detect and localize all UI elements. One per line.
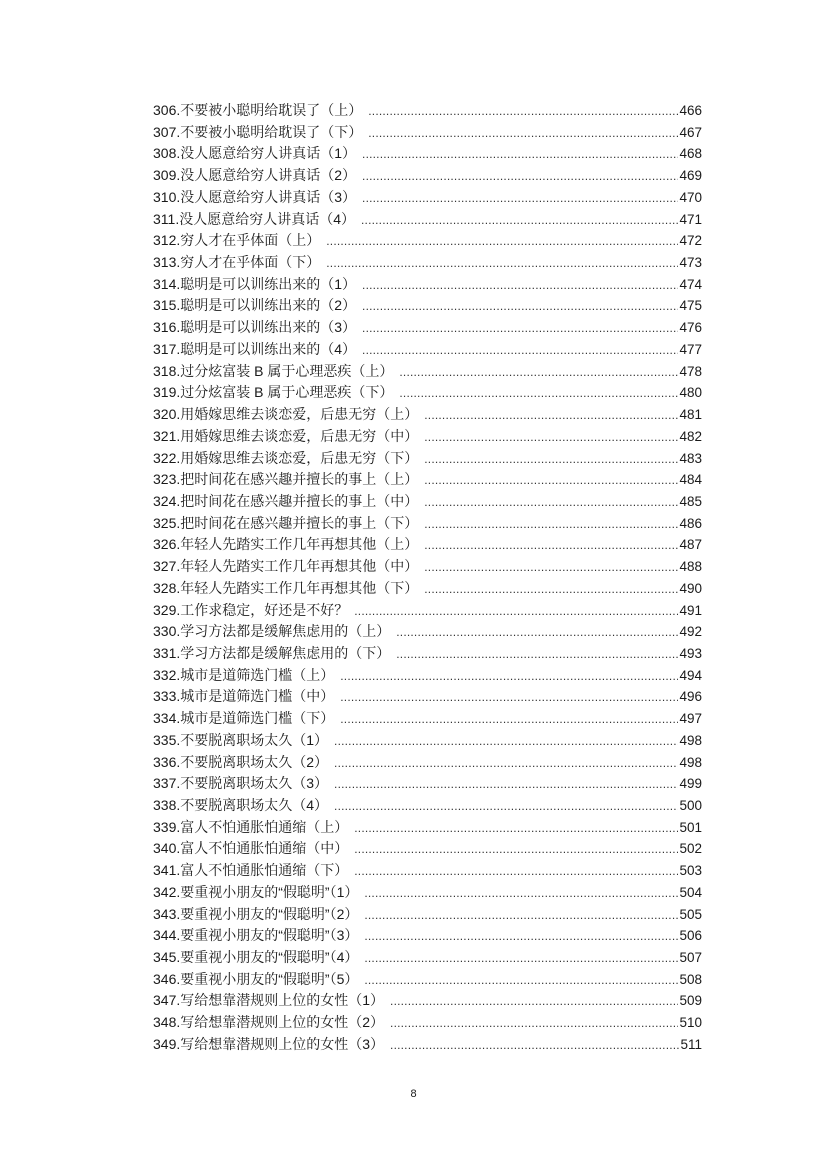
toc-entry[interactable] [153,1034,702,1056]
dot-leader [399,383,678,405]
toc-entry[interactable] [153,773,702,795]
toc-entry-page: 511 [680,1036,702,1052]
toc-entry[interactable] [153,534,702,556]
dot-leader [399,362,678,384]
dot-leader [424,514,678,536]
toc-entry-title: 329.工作求稳定，好还是不好？ [153,601,349,618]
toc-entry[interactable] [153,404,702,426]
toc-entry-page: 476 [679,320,702,336]
toc-entry-title: 316.聪明是可以训练出来的（3） [153,319,357,336]
toc-entry-page: 499 [679,776,702,792]
dot-leader [424,535,678,557]
toc-entry[interactable] [153,187,702,209]
toc-entry-title: 346.要重视小朋友的“假聪明”（5） [153,970,359,987]
toc-entry[interactable] [153,904,702,926]
dot-leader [368,123,678,145]
toc-entry-title: 335.不要脱离职场太久（1） [153,731,329,748]
toc-entry[interactable] [153,752,702,774]
dot-leader [424,405,678,427]
toc-entry-title: 328.年轻人先踏实工作几年再想其他（下） [153,579,419,596]
toc-entry-page: 471 [679,211,702,227]
toc-entry-title: 315.聪明是可以训练出来的（2） [153,297,357,314]
toc-entry[interactable] [153,165,702,187]
toc-entry-title: 340.富人不怕通胀怕通缩（中） [153,840,349,857]
toc-entry[interactable] [153,838,702,860]
toc-entry-page: 508 [679,971,702,987]
toc-entry[interactable] [153,230,702,252]
toc-entry-page: 485 [679,493,702,509]
toc-entry-page: 472 [679,233,702,249]
dot-leader [396,644,678,666]
toc-entry-page: 498 [679,754,702,770]
dot-leader [390,1035,679,1057]
toc-entry[interactable] [153,556,702,578]
toc-entry[interactable] [153,209,702,231]
toc-entry-page: 480 [679,385,702,401]
dot-leader [424,557,678,579]
toc-entry-title: 321.用婚嫁思维去谈恋爱，后患无穷（中） [153,427,419,444]
toc-entry-title: 325.把时间花在感兴趣并擅长的事上（下） [153,514,419,531]
toc-entry-page: 492 [679,624,702,640]
toc-entry-title: 320.用婚嫁思维去谈恋爱，后患无穷（上） [153,406,419,423]
toc-entry-page: 493 [679,645,702,661]
dot-leader [364,970,678,992]
toc-entry-title: 310.没人愿意给穷人讲真话（3） [153,188,357,205]
toc-entry[interactable] [153,947,702,969]
toc-entry[interactable] [153,925,702,947]
toc-entry-title: 324.把时间花在感兴趣并擅长的事上（中） [153,492,419,509]
toc-entry[interactable] [153,600,702,622]
toc-entry-title: 323.把时间花在感兴趣并擅长的事上（上） [153,471,419,488]
dot-leader [340,666,678,688]
toc-entry[interactable] [153,469,702,491]
toc-entry-page: 474 [679,276,702,292]
toc-entry-page: 477 [679,341,702,357]
dot-leader [390,1013,678,1035]
dot-leader [354,601,678,623]
dot-leader [326,253,678,275]
toc-entry-title: 337.不要脱离职场太久（3） [153,775,329,792]
toc-entry-page: 469 [679,168,702,184]
dot-leader [334,731,678,753]
dot-leader [334,774,678,796]
toc-entry[interactable] [153,252,702,274]
toc-entry-page: 503 [679,863,702,879]
dot-leader [334,753,678,775]
toc-entry-title: 314.聪明是可以训练出来的（1） [153,275,357,292]
toc-entry-page: 488 [679,559,702,575]
toc-entry-title: 318.过分炫富装 B 属于心理恶疾（上） [153,362,394,379]
table-of-contents [153,100,702,1056]
toc-entry[interactable] [153,730,702,752]
toc-entry-page: 506 [679,928,702,944]
dot-leader [424,449,678,471]
dot-leader [340,709,678,731]
dot-leader [362,340,678,362]
page-number: 8 [410,1088,417,1100]
dot-leader [390,991,678,1013]
toc-entry-title: 306.不要被小聪明给耽误了（上） [153,102,363,118]
dot-leader [326,231,678,253]
toc-entry-page: 467 [679,124,702,140]
toc-entry[interactable] [153,643,702,665]
toc-entry-page: 487 [679,537,702,553]
toc-entry[interactable] [153,361,702,383]
toc-entry[interactable] [153,317,702,339]
toc-entry-page: 478 [679,363,702,379]
toc-entry-page: 486 [679,515,702,531]
toc-entry-title: 339.富人不怕通胀怕通缩（上） [153,818,349,835]
dot-leader [334,796,678,818]
toc-entry[interactable] [153,665,702,687]
toc-entry[interactable] [153,513,702,535]
toc-entry[interactable] [153,274,702,296]
toc-entry-page: 470 [679,189,702,205]
toc-entry-title: 331.学习方法都是缓解焦虑用的（下） [153,644,391,661]
toc-entry-page: 490 [679,580,702,596]
toc-entry[interactable] [153,686,702,708]
dot-leader [354,839,678,861]
dot-leader [354,818,678,840]
dot-leader [364,883,678,905]
toc-entry-page: 507 [679,950,702,966]
toc-entry-page: 496 [679,689,702,705]
dot-leader [424,427,678,449]
toc-entry-title: 332.城市是道筛选门槛（上） [153,666,335,683]
toc-entry[interactable] [153,795,702,817]
toc-entry-title: 308.没人愿意给穷人讲真话（1） [153,145,357,162]
dot-leader [368,101,678,123]
toc-entry-title: 307.不要被小聪明给耽误了（下） [153,123,363,140]
toc-entry-page: 466 [679,103,702,118]
toc-entry-title: 349.写给想靠潜规则上位的女性（3） [153,1035,385,1052]
toc-entry-page: 483 [679,450,702,466]
toc-entry-page: 505 [679,906,702,922]
dot-leader [362,318,678,340]
toc-entry[interactable] [153,491,702,513]
toc-entry[interactable] [153,578,702,600]
toc-entry-page: 502 [679,841,702,857]
toc-entry-page: 468 [679,146,702,162]
dot-leader [340,687,678,709]
toc-entry-page: 473 [679,255,702,271]
toc-entry[interactable] [153,295,702,317]
toc-entry-page: 491 [679,602,702,618]
toc-entry[interactable] [153,448,702,470]
toc-entry-title: 313.穷人才在乎体面（下） [153,254,321,271]
toc-entry-page: 475 [679,298,702,314]
toc-entry[interactable] [153,339,702,361]
toc-entry-title: 345.要重视小朋友的“假聪明”（4） [153,949,359,966]
toc-entry-title: 330.学习方法都是缓解焦虑用的（上） [153,623,391,640]
dot-leader [424,470,678,492]
toc-entry[interactable] [153,122,702,144]
toc-entry-title: 312.穷人才在乎体面（上） [153,232,321,249]
toc-entry-title: 348.写给想靠潜规则上位的女性（2） [153,1014,385,1031]
dot-leader [361,210,678,232]
dot-leader [362,275,678,297]
toc-entry[interactable] [153,882,702,904]
toc-entry-title: 347.写给想靠潜规则上位的女性（1） [153,992,385,1009]
toc-entry-title: 319.过分炫富装 B 属于心理恶疾（下） [153,384,394,401]
toc-entry-title: 317.聪明是可以训练出来的（4） [153,340,357,357]
toc-entry[interactable] [153,860,702,882]
toc-entry-title: 344.要重视小朋友的“假聪明”（3） [153,927,359,944]
toc-entry-page: 500 [679,798,702,813]
toc-entry[interactable] [153,143,702,165]
toc-entry-title: 338.不要脱离职场太久（4） [153,797,329,813]
toc-entry-page: 501 [679,819,702,835]
toc-entry-page: 481 [679,407,702,423]
dot-leader [364,948,678,970]
dot-leader [362,296,678,318]
toc-entry[interactable] [153,817,702,839]
toc-entry-page: 510 [679,1015,702,1031]
toc-entry[interactable] [153,621,702,643]
toc-entry-title: 326.年轻人先踏实工作几年再想其他（上） [153,536,419,553]
toc-entry-title: 341.富人不怕通胀怕通缩（下） [153,862,349,879]
toc-entry-page: 497 [679,711,702,727]
dot-leader [364,926,678,948]
dot-leader [424,579,678,601]
toc-entry-title: 327.年轻人先踏实工作几年再想其他（中） [153,558,419,575]
toc-entry[interactable] [153,426,702,448]
toc-entry-title: 309.没人愿意给穷人讲真话（2） [153,167,357,184]
dot-leader [396,622,678,644]
toc-entry-title: 333.城市是道筛选门槛（中） [153,688,335,705]
toc-entry-page: 482 [679,428,702,444]
dot-leader [364,905,678,927]
toc-entry[interactable] [153,382,702,404]
toc-entry-title: 311.没人愿意给穷人讲真话（4） [153,210,355,227]
toc-entry[interactable] [153,969,702,991]
dot-leader [354,861,678,883]
toc-entry[interactable] [153,1012,702,1034]
toc-entry[interactable] [153,100,702,122]
toc-entry-page: 498 [679,732,702,748]
toc-entry-title: 322.用婚嫁思维去谈恋爱，后患无穷（下） [153,449,419,466]
dot-leader [362,188,678,210]
toc-entry-page: 504 [679,884,702,900]
toc-entry-title: 334.城市是道筛选门槛（下） [153,710,335,727]
toc-entry-title: 336.不要脱离职场太久（2） [153,753,329,770]
toc-entry-title: 343.要重视小朋友的“假聪明”（2） [153,905,359,922]
toc-entry-page: 509 [679,993,702,1009]
toc-entry[interactable] [153,990,702,1012]
dot-leader [362,144,678,166]
toc-entry-page: 484 [679,472,702,488]
toc-entry-title: 342.要重视小朋友的“假聪明”（1） [153,883,359,900]
dot-leader [424,492,678,514]
dot-leader [362,166,678,188]
toc-entry-page: 494 [679,667,702,683]
toc-entry[interactable] [153,708,702,730]
